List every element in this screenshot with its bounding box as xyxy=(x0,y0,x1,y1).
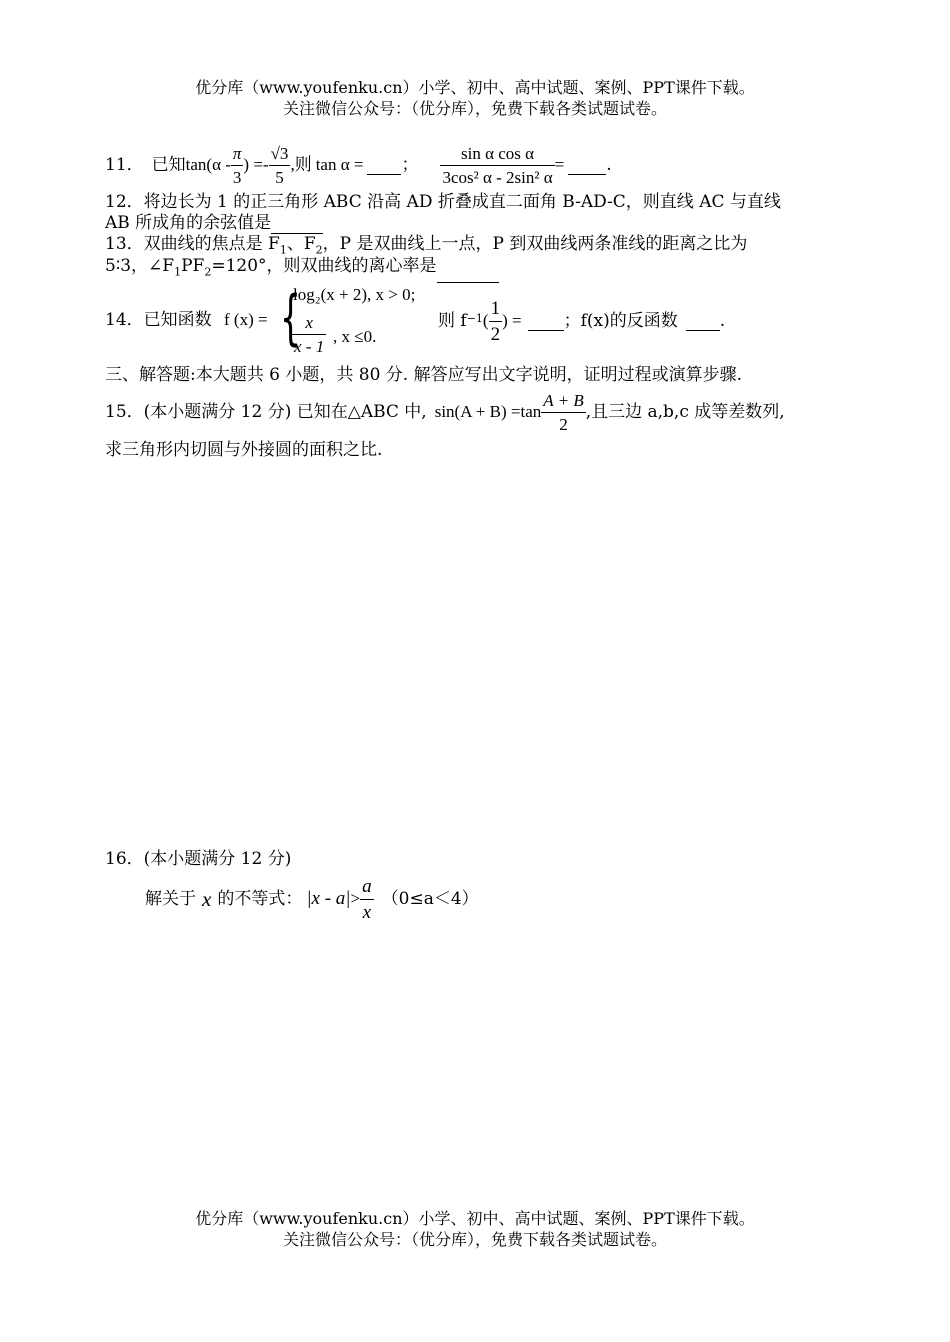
q14-case-1: log₂(x + 2), x > 0; xyxy=(293,285,416,304)
q11-number: 11． xyxy=(105,155,144,175)
q15-lead: 15．(本小题满分 12 分) 已知在△ABC 中, xyxy=(105,402,427,422)
q11-sincos-den: 3cos² α - 2sin² α xyxy=(440,165,554,186)
q15-sin: sin(A + B) =tan xyxy=(434,402,542,421)
q13-sub-3: 1 xyxy=(174,265,182,279)
q12-text: AB 所成角的余弦值是 xyxy=(105,213,272,233)
q11-eq-neg: ) =- xyxy=(243,155,269,174)
q16-gt: > xyxy=(350,889,361,908)
q15-ab-num: A + B xyxy=(543,390,584,410)
q11-three: 3 xyxy=(231,165,244,186)
q16-mid: 的不等式： xyxy=(217,889,303,909)
question-13-line-2 xyxy=(105,255,499,283)
q11-eq: = xyxy=(554,155,565,174)
q16-a-over-x xyxy=(360,877,374,922)
q15-ab-fraction xyxy=(541,392,585,433)
q14-answer-blank-1 xyxy=(528,312,564,331)
q13-text-c: ，P 是双曲线上一点，P 到双曲线两条准线的距离之比为 xyxy=(322,234,748,254)
q13-text-f: =120°，则双曲线的离心率是 xyxy=(211,256,437,276)
q14-lead: 14．已知函数 xyxy=(105,310,212,330)
q11-pi: π xyxy=(232,143,242,163)
q11-semicolon: ； xyxy=(401,155,419,175)
q14-dot: . xyxy=(719,311,726,331)
question-15-line-2: 求三角形内切圆与外接圆的面积之比. xyxy=(105,440,383,460)
q14-brace-icon: { xyxy=(280,283,302,353)
q13-text-a: 13．双曲线的焦点是 F xyxy=(105,234,280,254)
q14-semi: ；f(x)的反函数 xyxy=(563,311,678,331)
q11-tan-alpha: tan α = xyxy=(315,155,364,174)
footer-line-1: 优分库（www.youfenku.cn）小学、初中、高中试题、案例、PPT课件下载。 xyxy=(195,1209,755,1228)
q11-answer-blank-2 xyxy=(568,156,606,175)
q16-den: x xyxy=(360,899,374,922)
q14-half xyxy=(489,299,503,344)
q11-sincos-fraction xyxy=(440,145,554,186)
q15-tail: ,且三边 a,b,c 成等差数列, xyxy=(585,402,785,422)
q11-pi-over-3 xyxy=(231,145,244,186)
q11-text: 已知 xyxy=(151,155,186,175)
q14-answer-blank-2 xyxy=(686,312,720,331)
q13-sub-2: 2 xyxy=(315,243,323,257)
q16-abs: |x - a| xyxy=(306,888,351,909)
q14-inv: −1 xyxy=(466,312,483,325)
q14-half-den: 2 xyxy=(489,321,503,344)
q14-ze: 则 f xyxy=(438,311,467,331)
q14-half-num: 1 xyxy=(490,297,501,319)
q14-fx: f (x) = xyxy=(224,310,268,329)
q14-close: ) = xyxy=(502,311,522,330)
q16-a: a xyxy=(362,875,372,897)
q14-case-2-fraction xyxy=(292,314,326,355)
q11-dot: . xyxy=(606,155,612,175)
q15-ab-den: 2 xyxy=(541,412,585,433)
q12-answer-blank xyxy=(271,215,323,234)
question-15-line-1 xyxy=(105,388,785,436)
q11-sincos-num: sin α cos α xyxy=(461,143,535,163)
q16-condition: （0≤a＜4） xyxy=(381,889,479,909)
question-12-line-1: 12．将边长为 1 的正三角形 ABC 沿高 AD 折叠成直二面角 B-AD-C，则直线 AC 与直线 xyxy=(105,192,781,212)
question-12-line-2 xyxy=(105,212,323,234)
header-line-1: 优分库（www.youfenku.cn）小学、初中、高中试题、案例、PPT课件下载。 xyxy=(195,78,755,97)
q14-case-2-den: x - 1 xyxy=(292,334,326,355)
q13-sub-1: 1 xyxy=(279,243,287,257)
q14-open: ( xyxy=(482,311,489,330)
page-footer xyxy=(0,1208,950,1250)
question-16-body xyxy=(145,874,479,924)
q13-answer-blank xyxy=(437,264,499,283)
section-3-heading: 三、解答题:本大题共 6 小题，共 80 分. 解答应写出文字说明，证明过程或演算步骤. xyxy=(105,365,743,385)
q11-tan-open: tan(α - xyxy=(185,155,231,174)
q14-case-2-tail: , x ≤0. xyxy=(333,327,377,346)
q16-x: x xyxy=(202,887,212,911)
footer-line-2: 关注微信公众号：（优分库），免费下载各类试题试卷。 xyxy=(282,1230,667,1249)
question-11 xyxy=(105,140,612,190)
page-header xyxy=(0,77,950,119)
q13-text-e: PF xyxy=(181,256,205,276)
q11-ze: ,则 xyxy=(290,155,312,174)
q13-sub-4: 2 xyxy=(204,265,212,279)
q11-sqrt3-over-5 xyxy=(269,145,291,186)
q16-lead: 解关于 xyxy=(145,889,196,909)
q13-text-b: 、F xyxy=(286,234,316,254)
question-16-title: 16．(本小题满分 12 分) xyxy=(105,849,292,869)
header-line-2: 关注微信公众号：（优分库），免费下载各类试题试卷。 xyxy=(282,99,667,118)
q11-answer-blank-1 xyxy=(367,156,401,175)
q13-text-d: 5∶3，∠F xyxy=(105,256,175,276)
q14-inverse-part xyxy=(438,296,725,346)
q14-case-2-num: x xyxy=(305,313,313,332)
q11-sqrt3: √3 xyxy=(270,143,289,163)
q11-five: 5 xyxy=(269,165,291,186)
